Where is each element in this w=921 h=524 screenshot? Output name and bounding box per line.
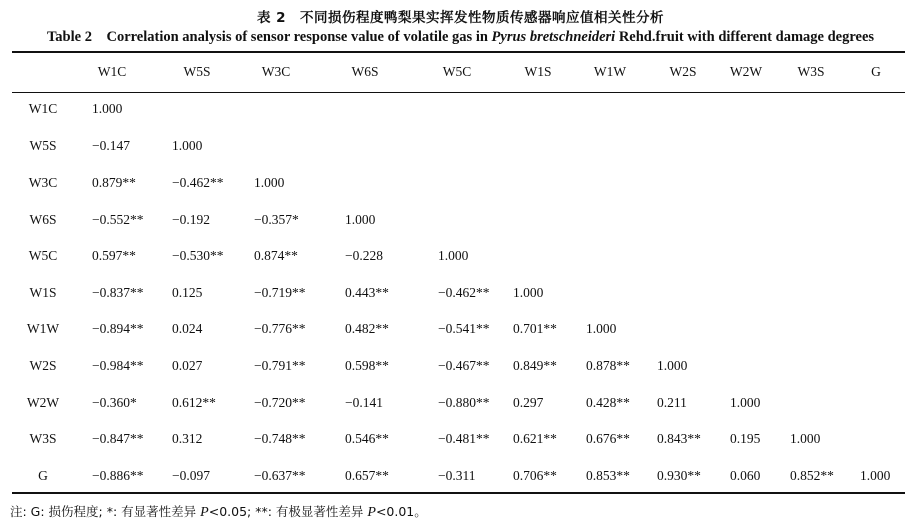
table-cell: 0.879** bbox=[92, 175, 136, 190]
table-cell: −0.192 bbox=[172, 212, 210, 227]
table-cell: 0.706** bbox=[513, 468, 557, 483]
table-cell: −0.552** bbox=[92, 212, 144, 227]
table-cell: 0.878** bbox=[586, 358, 630, 373]
table-cell: −0.467** bbox=[438, 358, 490, 373]
table-cell: −0.720** bbox=[254, 395, 306, 410]
table-cell: −0.847** bbox=[92, 431, 144, 446]
table-cell: 0.482** bbox=[345, 321, 389, 336]
table-cell: 0.297 bbox=[513, 395, 544, 410]
table-cell: −0.894** bbox=[92, 321, 144, 336]
caption-text-pre: Correlation analysis of sensor response value of volatile gas in bbox=[106, 29, 492, 45]
table-cell: 0.874** bbox=[254, 248, 298, 263]
column-header: W1C bbox=[97, 64, 127, 79]
row-label: W1W bbox=[26, 321, 60, 336]
column-header: G bbox=[871, 64, 881, 79]
table-cell: −0.719** bbox=[254, 285, 306, 300]
table-cell: 1.000 bbox=[345, 212, 376, 227]
table-caption-english bbox=[0, 29, 921, 46]
row-label: W3C bbox=[28, 175, 58, 190]
table-cell: −0.141 bbox=[345, 395, 383, 410]
table-cell: −0.541** bbox=[438, 321, 490, 336]
table-cell: 0.853** bbox=[586, 468, 630, 483]
table-cell: −0.637** bbox=[254, 468, 306, 483]
column-header: W3S bbox=[797, 64, 825, 79]
table-cell: −0.880** bbox=[438, 395, 490, 410]
table-header-rule bbox=[12, 92, 905, 93]
column-header: W5C bbox=[442, 64, 472, 79]
table-cell: −0.984** bbox=[92, 358, 144, 373]
row-label: W1C bbox=[28, 101, 58, 116]
row-label: W2S bbox=[29, 358, 57, 373]
table-footnote: 注: G: 损伤程度; *: 有显著性差异 P<0.05; **: 有极显著性差异 P<0.01。 bbox=[10, 504, 427, 520]
table-cell: 0.597** bbox=[92, 248, 136, 263]
table-cell: 0.428** bbox=[586, 395, 630, 410]
table-cell: 0.195 bbox=[730, 431, 761, 446]
column-header: W1S bbox=[524, 64, 552, 79]
table-cell: 0.211 bbox=[657, 395, 687, 410]
table-cell: 0.701** bbox=[513, 321, 557, 336]
table-cell: 0.849** bbox=[513, 358, 557, 373]
table-cell: 1.000 bbox=[586, 321, 617, 336]
column-header: W2W bbox=[729, 64, 763, 79]
table-caption-chinese: 表 2 不同损伤程度鸭梨果实挥发性物质传感器响应值相关性分析 bbox=[256, 10, 665, 26]
table-cell: −0.530** bbox=[172, 248, 224, 263]
table-cell: 1.000 bbox=[860, 468, 891, 483]
table-cell: 0.546** bbox=[345, 431, 389, 446]
table-cell: 0.443** bbox=[345, 285, 389, 300]
table-cell: 0.621** bbox=[513, 431, 557, 446]
table-bottom-rule bbox=[12, 492, 905, 494]
row-label: W5C bbox=[28, 248, 58, 263]
row-label: W5S bbox=[29, 138, 57, 153]
table-cell: 0.125 bbox=[172, 285, 203, 300]
column-header: W5S bbox=[183, 64, 211, 79]
table-cell: −0.097 bbox=[172, 468, 210, 483]
table-cell: 0.598** bbox=[345, 358, 389, 373]
table-cell: 0.676** bbox=[586, 431, 630, 446]
row-label: W1S bbox=[29, 285, 57, 300]
table-cell: −0.462** bbox=[438, 285, 490, 300]
row-label: W6S bbox=[29, 212, 57, 227]
table-cell: 0.843** bbox=[657, 431, 701, 446]
table-top-rule bbox=[12, 51, 905, 53]
table-cell: −0.311 bbox=[438, 468, 476, 483]
column-header: W1W bbox=[593, 64, 627, 79]
table-cell: −0.776** bbox=[254, 321, 306, 336]
row-label: W2W bbox=[26, 395, 60, 410]
table-cell: 0.312 bbox=[172, 431, 203, 446]
caption-text-post: Rehd.fruit with different damage degrees bbox=[615, 29, 875, 45]
table-cell: −0.481** bbox=[438, 431, 490, 446]
table-label: Table 2 bbox=[46, 29, 92, 45]
table-cell: 1.000 bbox=[92, 101, 123, 116]
table-cell: 1.000 bbox=[513, 285, 544, 300]
table-cell: −0.791** bbox=[254, 358, 306, 373]
table-cell: 0.027 bbox=[172, 358, 203, 373]
table-cell: 1.000 bbox=[254, 175, 285, 190]
table-cell: 1.000 bbox=[730, 395, 761, 410]
table-cell: 0.657** bbox=[345, 468, 389, 483]
row-label: G bbox=[38, 468, 48, 483]
table-cell: 0.024 bbox=[172, 321, 203, 336]
table-cell: −0.837** bbox=[92, 285, 144, 300]
table-cell: 1.000 bbox=[657, 358, 688, 373]
species-name: Pyrus bretschneideri bbox=[491, 29, 616, 45]
row-label: W3S bbox=[29, 431, 57, 446]
table-cell: 0.612** bbox=[172, 395, 216, 410]
column-header: W3C bbox=[261, 64, 291, 79]
table-cell: 0.930** bbox=[657, 468, 701, 483]
table-cell: 0.852** bbox=[790, 468, 834, 483]
table-cell: −0.886** bbox=[92, 468, 144, 483]
column-header: W2S bbox=[669, 64, 697, 79]
table-cell: −0.147 bbox=[92, 138, 130, 153]
table-cell: −0.360* bbox=[92, 395, 137, 410]
table-cell: −0.748** bbox=[254, 431, 306, 446]
table-cell: 1.000 bbox=[790, 431, 821, 446]
table-cell: 1.000 bbox=[172, 138, 203, 153]
table-cell: 0.060 bbox=[730, 468, 761, 483]
table-cell: −0.228 bbox=[345, 248, 383, 263]
column-header: W6S bbox=[351, 64, 379, 79]
table-cell: −0.462** bbox=[172, 175, 224, 190]
table-cell: 1.000 bbox=[438, 248, 469, 263]
table-cell: −0.357* bbox=[254, 212, 299, 227]
